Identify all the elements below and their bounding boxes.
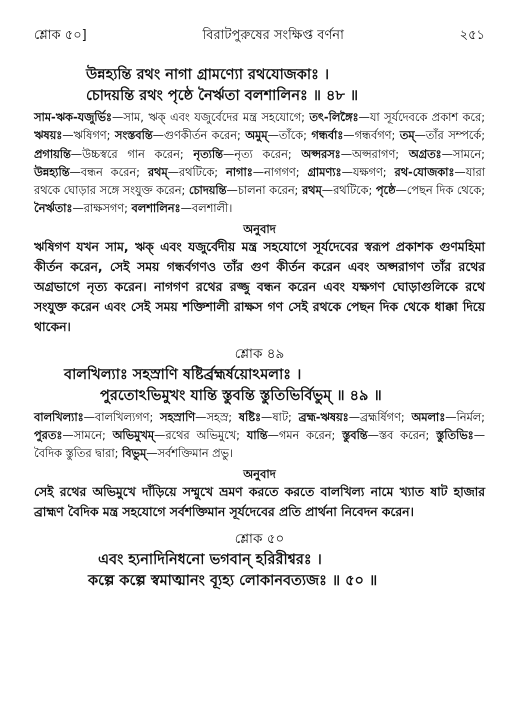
verse-49	[34, 365, 485, 407]
sloka-50-title: শ্লোক ৫০	[234, 530, 285, 547]
verse-48-line-1: উন্নহ্যন্তি রথং নাগা গ্রামণ্যো রথযোজকাঃ ।	[86, 67, 330, 83]
verse-49-line-2: পুরতোঽভিমুখং যান্তি স্তুবন্তি স্তুতিভির্বিভুম্‌ ॥ ৪৯ ॥	[100, 387, 382, 404]
synonyms-49: বালখিল্যাঃ—বালখিল্যগণ; সহস্রাণি—সহস্র; ষষ্টিঃ—ষাট; ব্রহ্ম-ঋষয়ঃ—ব্রহ্মর্ষিগণ; অমলাঃ—নির্মল; পুরতঃ—সামনে; অভিমুখম্‌—রথের অভিমুখে; যান্তি—গমন করেন; স্তুবন্তি—স্তব করেন; স্তুতিভিঃ—বৈদিক স্তুতির দ্বারা; বিভুম্‌—সর্বশক্তিমান প্রভু।	[34, 410, 485, 461]
verse-50-line-2: কল্পে কল্পে স্বমাত্মানং ব্যূহ্য লোকানবত্যজঃ ॥ ৫০ ॥	[88, 572, 378, 589]
sloka-49-title: শ্লোক ৪৯	[234, 345, 285, 362]
page-header	[34, 26, 485, 47]
synonyms-48: সাম-ঋক-যজুর্ভিঃ—সাম, ঋক্‌ এবং যজুর্বেদের মন্ত্র সহযোগে; তৎ-লিঙ্গৈঃ—যা সূর্যদেবকে প্রকাশ করে; ঋষয়ঃ—ঋষিগণ; সংস্তবন্তি—গুণকীর্তন করেন; অমুম্‌—তাঁকে; গন্ধর্বাঃ—গন্ধর্বগণ; তম্‌—তাঁর সম্পর্কে; প্রগায়ন্তি—উচ্চস্বরে গান করেন; নৃত্যন্তি—নৃত্য করেন; অপ্সরসঃ—অপ্সরাগণ; অগ্রতঃ—সামনে; উন্নহ্যন্তি—বন্ধন করেন; রথম্‌—রথটিকে; নাগাঃ—নাগগণ; গ্রামণ্যঃ—যক্ষগণ; রথ-যোজকাঃ—যারা রথকে ঘোড়ার সঙ্গে সংযুক্ত করেন; চোদয়ন্তি—চালনা করেন; রথম্‌—রথটিকে; পৃষ্ঠে—পেছন দিক থেকে; নৈর্ঋতাঃ—রাক্ষসগণ; বলশালিনঃ—বলশালী।	[34, 111, 486, 216]
verse-49-line-1: বালখিল্যাঃ সহস্রাণি ষষ্টির্ব্রহ্মর্ষয়োঽমলাঃ ।	[64, 366, 302, 383]
header-verse-ref: শ্লোক ৫০]	[34, 28, 87, 43]
page-number: ২৫১	[459, 28, 485, 43]
verse-48	[34, 65, 485, 107]
verse-50	[34, 550, 485, 592]
translation-49: সেই রথের অভিমুখে দাঁড়িয়ে সম্মুখে ভ্রমণ করতে করতে বালখিল্য নামে খ্যাত ষাট হাজার ব্রাহ্মণ বৈদিক মন্ত্র সহযোগে সর্বশক্তিমান সূর্যদেবের প্রতি প্রার্থনা নিবেদন করেন।	[34, 484, 485, 519]
verse-48-line-2: চোদয়ন্তি রথং পৃষ্ঠে নৈর্ঋতা বলশালিনঃ ॥ ৪৮ ॥	[86, 88, 359, 104]
translation-heading-49: অনুবাদ	[243, 466, 276, 481]
translation-heading-48: অনুবাদ	[243, 221, 276, 236]
verse-50-line-1: এবং হ্যনাদিনিধনো ভগবান্‌ হরিরীশ্বরঃ ।	[98, 551, 322, 568]
header-chapter-title: বিরাটপুরুষের সংক্ষিপ্ত বর্ণনা	[202, 28, 344, 43]
translation-48: ঋষিগণ যখন সাম, ঋক্‌ এবং যজুর্বেদীয় মন্ত্র সহযোগে সূর্যদেবের স্বরূপ প্রকাশক গুণমহিমা কীর্তন করেন, সেই সময় গন্ধর্বগণও তাঁর গুণ কীর্তন করেন এবং অপ্সরাগণ তাঁর রথের অগ্রভাগে নৃত্য করেন। নাগগণ রথের রজ্জু বন্ধন করেন এবং যক্ষগণ ঘোড়াগুলিকে রথে সংযুক্ত করেন এবং সেই সময় শক্তিশালী রাক্ষস গণ সেই রথকে পেছন দিক থেকে ধাক্কা দিয়ে থাকেন।	[34, 239, 485, 334]
